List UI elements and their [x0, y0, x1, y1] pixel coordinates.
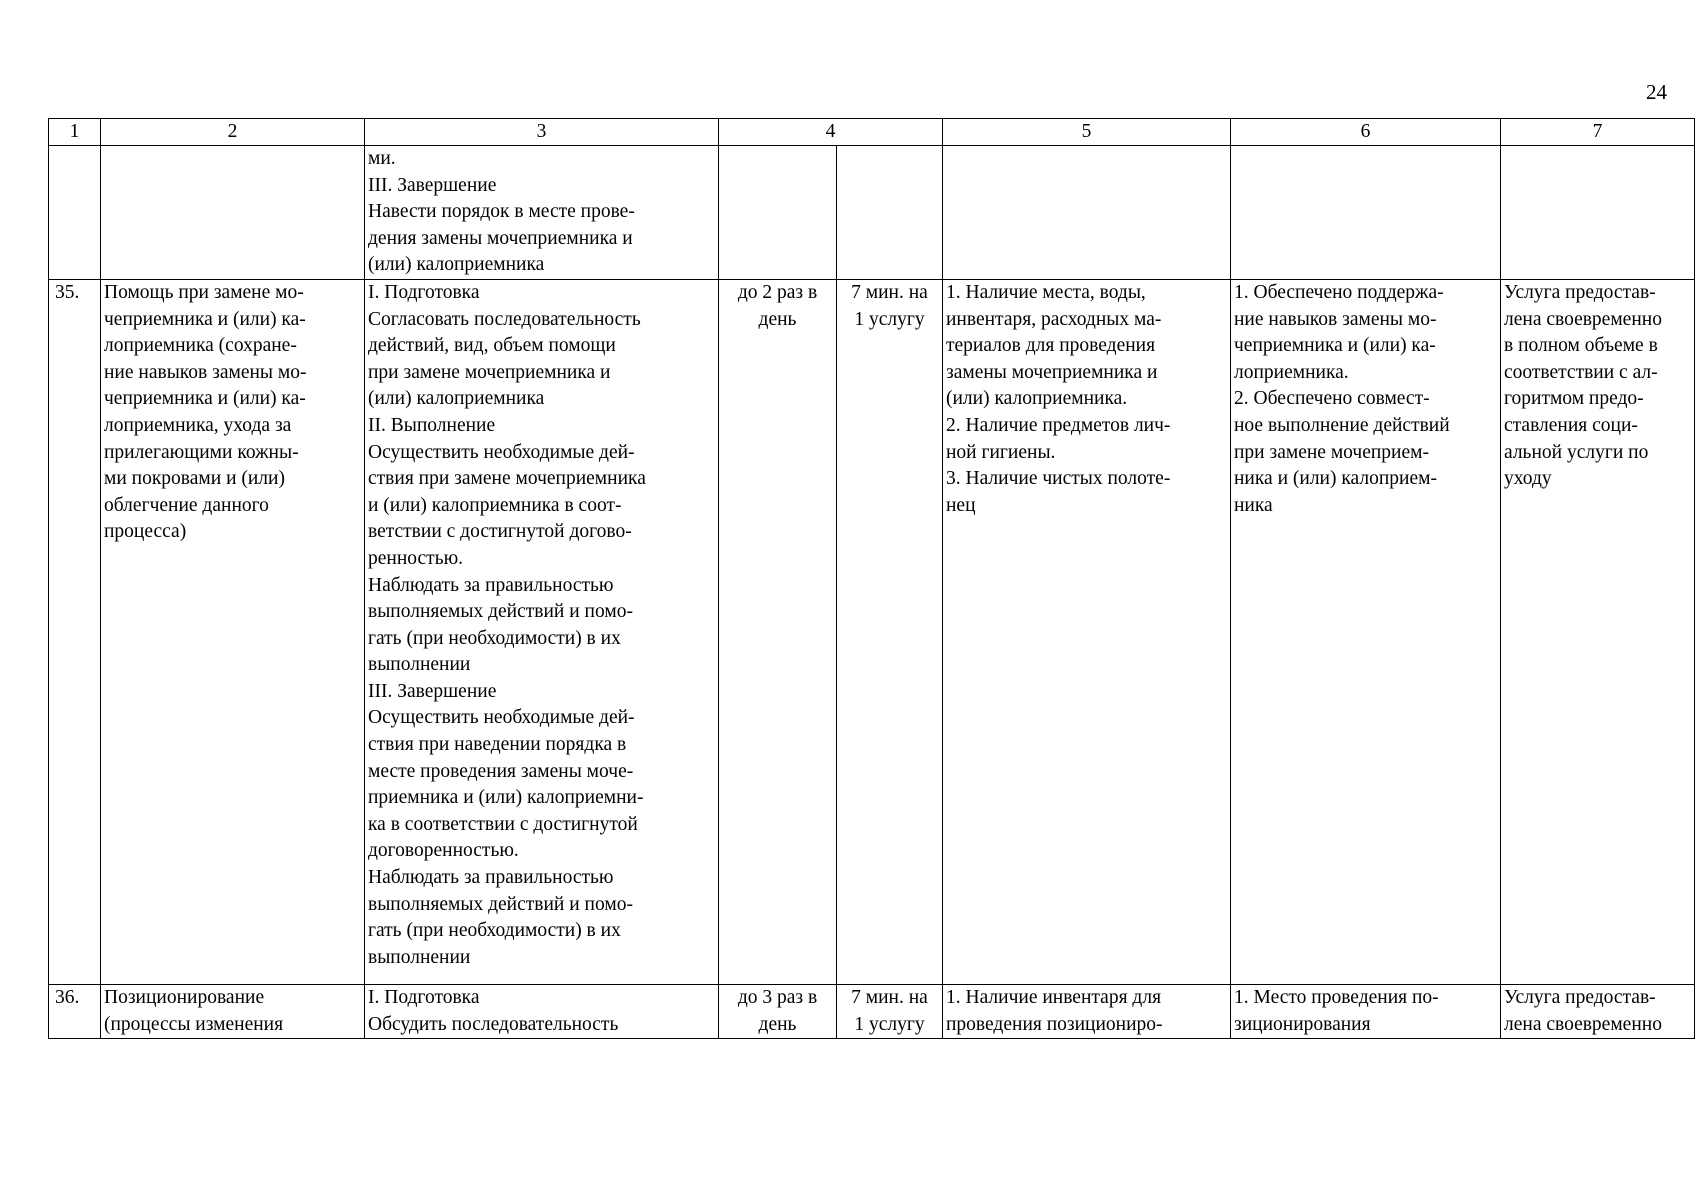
header-cell-1: 1 — [49, 119, 101, 146]
services-table — [48, 118, 1695, 1039]
service-time: 7 мин. на 1 услугу — [837, 984, 943, 1038]
service-steps: I. Подготовка Согласовать последовательность действий, вид, объем помощи при замене мочеприемника и (или) калоприемника II. Выполнение Осуществить необходимые дей- ствия при замене мочеприемника и (или) калоприемника в соот- ветствии с достигнутой догово- ренностью. Наблюдать за правильностью выполняемых действий и помо- гать (при необходимости) в их выполнении III. Завершение Осуществить необходимые дей- ствия при наведении порядка в месте проведения замены моче- приемника и (или) калоприемни- ка в соответствии с достигнутой договоренностью. Наблюдать за правильностью выполняемых действий и помо- гать (при необходимости) в их выполнении — [365, 279, 719, 984]
cont-name-cell — [101, 146, 365, 280]
cont-freq-cell — [719, 146, 837, 280]
table-row-36 — [49, 984, 1695, 1038]
service-conditions: 1. Наличие места, воды, инвентаря, расходных ма- териалов для проведения замены мочеприемника и (или) калоприемника. 2. Наличие предметов лич- ной гигиены. 3. Наличие чистых полоте- нец — [943, 279, 1231, 984]
service-frequency: до 2 раз в день — [719, 279, 837, 984]
header-cell-5: 5 — [943, 119, 1231, 146]
row-number: 36. — [49, 984, 101, 1038]
service-frequency: до 3 раз в день — [719, 984, 837, 1038]
page-number: 24 — [1646, 80, 1667, 104]
service-steps: I. Подготовка Обсудить последовательность — [365, 984, 719, 1038]
service-conditions: 1. Наличие инвентаря для проведения позициониро- — [943, 984, 1231, 1038]
service-time: 7 мин. на 1 услугу — [837, 279, 943, 984]
continuation-row — [49, 146, 1695, 280]
service-results: 1. Обеспечено поддержа- ние навыков замены мо- чеприемника и (или) ка- лоприемника. 2. Обеспечено совмест- ное выполнение действий при замене мочеприем- ника и (или) калоприем- ника — [1231, 279, 1501, 984]
header-cell-3: 3 — [365, 119, 719, 146]
service-quality: Услуга предостав- лена своевременно — [1501, 984, 1695, 1038]
header-cell-4: 4 — [719, 119, 943, 146]
header-cell-6: 6 — [1231, 119, 1501, 146]
cont-quality-cell — [1501, 146, 1695, 280]
service-name: Помощь при замене мо- чеприемника и (или) ка- лоприемника (сохране- ние навыков замены мо- чеприемника и (или) ка- лоприемника, ухода за прилегающими кожны- ми покровами и (или) облегчение данного процесса) — [101, 279, 365, 984]
table-row-35 — [49, 279, 1695, 984]
cont-steps-cell: ми. III. Завершение Навести порядок в месте прове- дения замены мочеприемника и (или) калоприемника — [365, 146, 719, 280]
cont-num-cell — [49, 146, 101, 280]
row-number: 35. — [49, 279, 101, 984]
header-cell-2: 2 — [101, 119, 365, 146]
header-row — [49, 119, 1695, 146]
header-cell-7: 7 — [1501, 119, 1695, 146]
cont-results-cell — [1231, 146, 1501, 280]
service-name: Позиционирование (процессы изменения — [101, 984, 365, 1038]
service-quality: Услуга предостав- лена своевременно в полном объеме в соответствии с ал- горитмом предо- ставления соци- альной услуги по уходу — [1501, 279, 1695, 984]
cont-time-cell — [837, 146, 943, 280]
cont-conditions-cell — [943, 146, 1231, 280]
service-results: 1. Место проведения по- зиционирования — [1231, 984, 1501, 1038]
